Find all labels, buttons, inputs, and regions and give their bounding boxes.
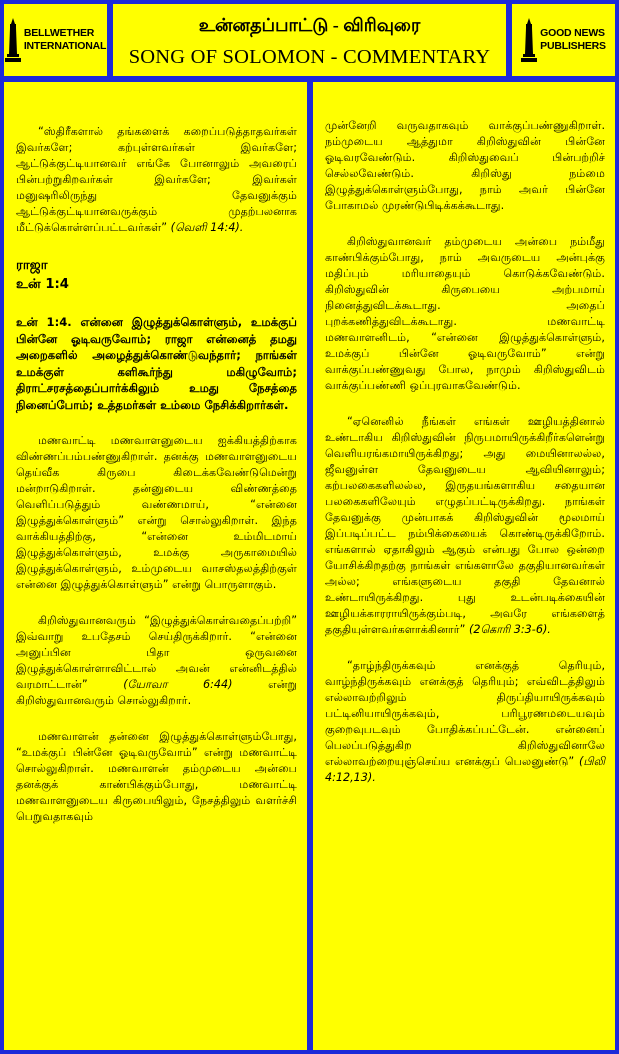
- quote-reference: (யோவா 6:44): [123, 678, 233, 691]
- quote-reference: (பிலி 4:12,13).: [325, 755, 606, 784]
- heading-reference: உன் 1:4: [16, 277, 69, 292]
- tower-icon: [5, 18, 21, 62]
- commentary-paragraph: மணவாளன் தன்னை இழுத்துக்கொள்ளும்போது, “உமக்குப் பின்னே ஓடிவருவோம்” என்று மணவாட்டி சொல்லுகிறாள். மணவாளன் தம்முடைய அன்பை தனக்குக் காண்பிக்கும்போது, மணவாட்டி மணவாளனுடைய கிருபையிலும், நேசத்திலும் வளர்ச்சி பெறுவதாகவும்: [16, 730, 297, 823]
- title-tamil: உன்னதப்பாட்டு - விரிவுரை: [198, 15, 421, 35]
- paragraph-text: கிறிஸ்துவானவரும் “இழுத்துக்கொள்வதைப்பற்றி” இவ்வாறு உபதேசம் செய்திருக்கிறார். “என்னை அனுப்பின பிதா ஒருவனை இழுத்துக்கொள்ளாவிட்டால் அவன் என்னிடத்தில் வரமாட்டான்”: [16, 614, 297, 691]
- tower-icon: [521, 18, 537, 62]
- quote-reference: (வெளி 14:4).: [170, 221, 244, 234]
- quote-corinthians: [325, 414, 605, 638]
- verse-text: உன் 1:4. என்னை இழுத்துக்கொள்ளும், உமக்குப் பின்னே ஓடிவருவோம்; ராஜா என்னைத் தமது அறைகளில் அழைத்துக்கொண்டுவந்தார்; நாங்கள் உமக்குள் களிகூர்ந்து மகிழுவோம்; திராட்சரசத்தைப்பார்க்கிலும் உமது நேசத்தை நினைப்போம்; உத்தமர்கள் உம்மை நேசிக்கிறார்கள்.: [16, 315, 297, 412]
- quote-text: “தாழ்ந்திருக்கவும் எனக்குத் தெரியும், வாழ்ந்திருக்கவும் எனக்குத் தெரியும்; எவ்விடத்திலும் எல்லாவற்றிலும் திருப்தியாயிருக்கவும் பட்டினியாயிருக்கவும், பரிபூரணமடையவும் குறைவுபடவும் போதிக்கப்பட்டேன். என்னைப் பெலப்படுத்துகிற கிறிஸ்துவினாலே எல்லாவற்றையுஞ்செய்ய எனக்குப் பெலனுண்டு”: [325, 659, 605, 768]
- quote-text: “ஸ்திரீகளால் தங்களைக் கறைப்படுத்தாதவர்கள் இவர்களே; கற்புள்ளவர்கள் இவர்களே; ஆட்டுக்குட்டியானவர் எங்கே போனாலும் அவரைப் பின்பற்றுகிறவர்கள் இவர்களே; இவர்கள் மனுஷரிலிருந்து தேவனுக்கும் ஆட்டுக்குட்டியானவருக்கும் முதற்பலனாக மீட்டுக்கொள்ளப்பட்டவர்கள்”: [16, 125, 297, 234]
- left-column: [4, 82, 307, 1050]
- quote-philippians: [325, 658, 605, 786]
- commentary-paragraph: கிறிஸ்துவானவர் தம்முடைய அன்பை நம்மீது காண்பிக்கும்போது, நாம் அவருடைய அன்புக்கு மதிப்பும் மரியாதையும் கொடுக்கவேண்டும். கிறிஸ்துவின் கிருபையை அற்பமாய் நினைத்துவிடக்கூடாது. அதைப் புறக்கணித்துவிடக்கூடாது. மணவாட்டி மணவாளனிடம், “என்னை இழுத்துக்கொள்ளும், உமக்குப் பின்னே ஓடிவருவோம்” என்று வாக்குப்பண்ணுவது போல, நாமும் கிறிஸ்துவிடம் வாக்குப்பண்ணி ஒப்புரவாகவேண்டும்.: [325, 235, 605, 392]
- commentary-paragraph: மணவாட்டி மணவாளனுடைய ஐக்கியத்திற்காக விண்ணப்பம்பண்ணுகிறாள். தனக்கு மணவாளனுடைய தெய்வீக கிருபை கிடைக்கவேண்டுமென்று மன்றாடுகிறாள். தன்னுடைய விண்ணத்தை வெளிப்படுத்தும் வண்ணமாய், “என்னை இழுத்துக்கொள்ளும்” என்று சொல்லுகிறாள். இந்த வாக்கியத்திற்கு, “என்னை உம்மிடமாய் இழுத்துக்கொள்ளும், உமக்கு அருகாமையில் இழுத்துக்கொள்ளும், உம்முடைய வாசஸ்தலத்திற்குள் என்னை இழுத்துக்கொள்ளும்” என்று பொருளாகும்.: [16, 434, 297, 591]
- right-logo: [512, 4, 615, 76]
- title-english: SONG OF SOLOMON - COMMENTARY: [128, 46, 491, 68]
- right-column: [313, 82, 615, 1050]
- commentary-paragraph: முன்னேறி வருவதாகவும் வாக்குப்பண்ணுகிறாள். நம்முடைய ஆத்துமா கிறிஸ்துவின் பின்னே ஓடிவரவேண்டும். கிறிஸ்துவைப் பின்பற்றிச் செல்லவேண்டும். கிறிஸ்து நம்மை இழுத்துக்கொள்ளும்போது, நாம் அவர் பின்னே போகாமல் முரண்டுபிடிக்கக்கூடாது.: [325, 119, 605, 212]
- right-logo-line1: GOOD NEWS: [540, 27, 605, 39]
- left-logo-line2: INTERNATIONAL: [23, 40, 107, 52]
- left-logo: [4, 4, 107, 76]
- left-logo-line1: BELLWETHER: [23, 27, 95, 39]
- commentary-paragraph: [16, 613, 297, 709]
- quote-revelation: [16, 124, 297, 236]
- page-header: [113, 4, 506, 76]
- right-logo-line2: PUBLISHERS: [540, 40, 606, 52]
- quote-reference: (2கொரி 3:3-6).: [468, 623, 551, 636]
- section-heading: [16, 256, 297, 294]
- paragraph-text: என்று கிறிஸ்துவானவரும் சொல்லுகிறார்.: [16, 678, 297, 707]
- heading-title: ராஜா: [16, 258, 48, 273]
- quote-text: “ஏனெனில் நீங்கள் எங்கள் ஊழியத்தினால் உண்டாகிய கிறிஸ்துவின் நிருபமாயிருக்கிறீர்களென்று வெளியரங்கமாயிருக்கிறது; அது மையினாலல்ல, ஜீவனுள்ள தேவனுடைய ஆவியினாலும்; கற்பலகைகளிலல்ல, இருதயங்களாகிய சதையான பலகைகளிலேயும் எழுதப்பட்டிருக்கிறது. நாங்கள் தேவனுக்கு முன்பாகக் கிறிஸ்துவின் மூலமாய் இப்படிப்பட்ட நம்பிக்கையைக் கொண்டிருக்கிறோம். எங்களால் ஏதாகிலும் ஆகும் என்பது போல ஒன்றை யோசிக்கிறதற்கு நாங்கள் எங்களாலே தகுதியானவர்கள் அல்ல; எங்களுடைய தகுதி தேவனால் உண்டாயிருக்கிறது. புது உடன்படிக்கையின் ஊழியக்காரராயிருக்கும்படி, அவரே எங்களைத் தகுதியுள்ளவர்களாக்கினார்”: [325, 415, 605, 636]
